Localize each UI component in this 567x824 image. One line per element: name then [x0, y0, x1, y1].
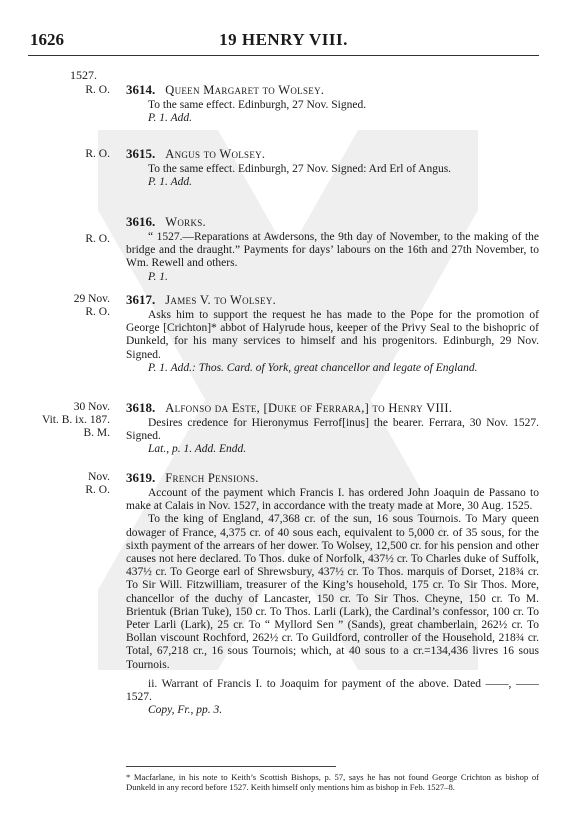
entry-title: Queen Margaret to Wolsey.: [165, 83, 325, 97]
entry-text: Desires credence for Hieronymus Ferrof[inus] the bearer. Ferrara, 30 Nov. 1527. Signed.: [126, 417, 539, 443]
entry-number: 3619.: [126, 470, 156, 485]
year-marker: 1527.: [70, 68, 97, 82]
entry-subitem: ii. Warrant of Francis I. to Joaquim for payment of the above. Dated ——, —— 1527.: [126, 677, 539, 704]
entry-number: 3615.: [126, 146, 156, 161]
entry-source: Copy, Fr., pp. 3.: [148, 704, 223, 717]
footnote-rule: [126, 766, 336, 767]
header-rule: [28, 55, 539, 56]
entry-source: P. 1. Add.: Thos. Card. of York, great chancellor and legate of England.: [148, 361, 478, 374]
entry-title: Works.: [165, 215, 206, 229]
entry-number: 3616.: [126, 214, 156, 229]
margin-source: R. O.: [85, 306, 110, 318]
margin-date: 29 Nov.: [73, 293, 110, 305]
page-number: 1626: [30, 30, 64, 49]
entry-title: Alfonso da Este, [Duke of Ferrara,] to Henry VIII.: [165, 401, 453, 415]
margin-repository: B. M.: [83, 427, 110, 439]
entry-body: [126, 231, 539, 284]
entry-text: Asks him to support the request he has made to the Pope for the promotion of George [Crichton]* abbot of Halyrude hous, keeper of the Privy Seal to the bishopric of Dunkeld, for his many services to himself and his progenitors. Edinburgh, 29 Nov. Signed.: [126, 309, 539, 361]
entry-paragraph: To the king of England, 47,368 cr. of the sun, 16 sous Tournois. To Mary queen dowager of France, 4,375 cr. of 40 sous each, equivalent to 5,000 cr. of 35 sous, for the sixth payment of the arrears of her dower. To Wolsey, 12,500 cr. for his pension and other causes not here declared. To Thos. duke of Norfolk, 437½ cr. To Charles duke of Suffolk, 437½ cr. To George earl of Shrewsbury, 437½ cr. To Thos. marquis of Dorset, 218¾ cr. To Sir Will. Fitzwilliam, treasurer of the King’s household, 175 cr. To Sir Thos. More, chancellor of the duchy of Lancaster, 150 cr. To Sir Thos. Cheyne, 150 cr. To M. Brientuk (Brian Tuke), 150 cr. To Thos. Larli (Lark), the Cardinal’s confessor, 100 cr. To Peter Larli (Lark), 25 cr. To “ Myllord Sen ” (Sands), great chamberlain, 262½ cr. To Bollan viscount Rochford, 262½ cr. To Guildford, controller of the Household, 218¾ cr. Total, 67,218 cr., 16 sous Tournois; which, at 40 sous to a cr.=134,436 livres 16 sous Tournois.: [126, 513, 539, 671]
entry-heading: [126, 470, 539, 486]
margin-source: R. O.: [85, 484, 110, 496]
entry-heading: [126, 82, 539, 98]
entry-source: P. 1. Add.: [148, 176, 192, 189]
entry-heading: [126, 292, 539, 308]
entry-body: [126, 99, 539, 125]
entry-text: To the same effect. Edinburgh, 27 Nov. Signed.: [148, 99, 367, 111]
margin-note: [28, 401, 110, 440]
entry-paragraph: Account of the payment which Francis I. has ordered John Joaquin de Passano to make at Calais in Nov. 1527, in accordance with the treaty made at More, 30 Aug. 1525.: [126, 487, 539, 513]
entry-title: James V. to Wolsey.: [165, 293, 277, 307]
margin-source: R. O.: [85, 233, 110, 245]
entry-body: [126, 417, 539, 457]
entry-title: Angus to Wolsey.: [165, 147, 266, 161]
margin-note: [28, 84, 110, 97]
margin-source: R. O.: [85, 148, 110, 160]
entry-number: 3617.: [126, 292, 156, 307]
margin-date: 30 Nov.: [73, 401, 110, 413]
entry-body: [126, 487, 539, 717]
page-header: [28, 30, 539, 52]
entry-heading: [126, 400, 539, 416]
running-title: 19 HENRY VIII.: [219, 30, 348, 49]
margin-source: Vit. B. ix. 187.: [42, 414, 110, 426]
margin-note: [28, 471, 110, 497]
entry-source: P. 1. Add.: [148, 112, 192, 125]
footnote: * Macfarlane, in his note to Keith’s Scottish Bishops, p. 57, says he has not found George Crichton as bishop of Dunkeld in any record before 1527. Keith himself only mentions him as bishop in Feb. 1527–8.: [126, 772, 539, 793]
margin-note: [28, 293, 110, 319]
margin-source: R. O.: [85, 84, 110, 96]
entry-source: P. 1.: [148, 270, 168, 283]
entry-body: [126, 163, 539, 189]
entry-text: “ 1527.—Reparations at Awdersons, the 9th day of November, to the making of the bridge and the draught.” Payments for days’ labours on the 16th and 27th November, to Wm. Rewell and others.: [126, 231, 539, 270]
entry-text: To the same effect. Edinburgh, 27 Nov. Signed: Ard Erl of Angus.: [148, 163, 452, 175]
entry-heading: [126, 146, 539, 162]
margin-date: Nov.: [88, 471, 110, 483]
margin-note: [28, 148, 110, 161]
entry-number: 3618.: [126, 400, 156, 415]
entry-title: French Pensions.: [165, 471, 259, 485]
entry-body: [126, 309, 539, 375]
entry-number: 3614.: [126, 82, 156, 97]
entry-source: Lat., p. 1. Add. Endd.: [148, 443, 247, 456]
margin-note: [28, 233, 110, 246]
entry-heading: [126, 214, 539, 230]
